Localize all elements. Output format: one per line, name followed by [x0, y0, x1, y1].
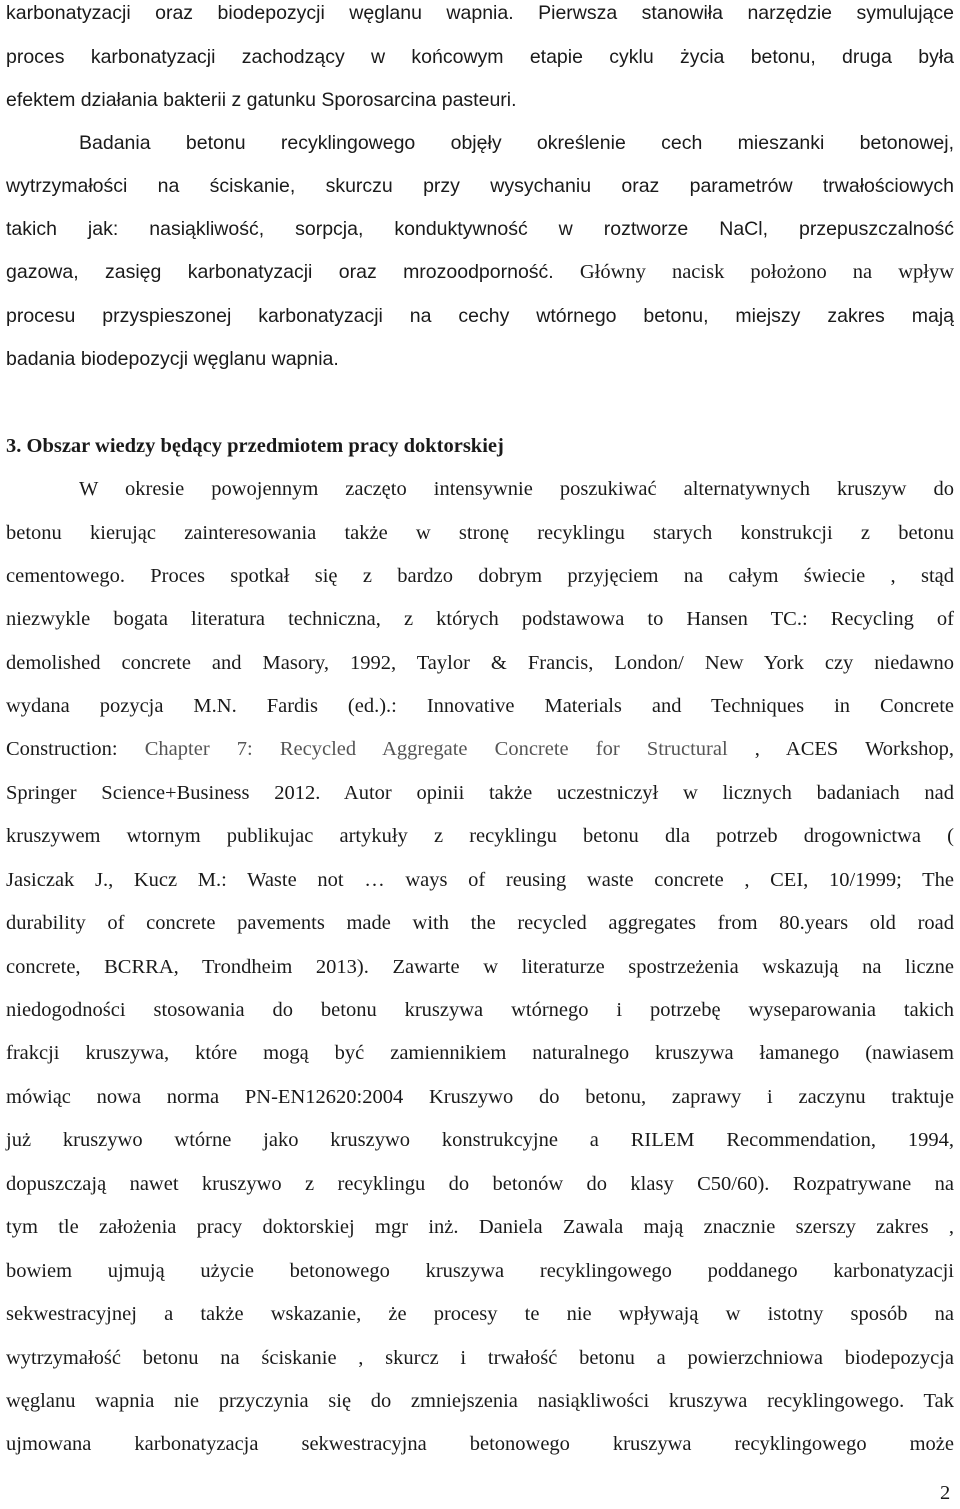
text-run: gazowa, zasięg karbonatyzacji oraz mrozoodporność. — [6, 261, 554, 283]
paragraph-line — [6, 954, 954, 980]
text-run: Zawarte w literaturze spostrzeżenia wskazują na liczne — [368, 956, 954, 978]
paragraph-line — [6, 780, 954, 806]
paragraph-line: demolished concrete and Masory, 1992, Taylor & Francis, London/ New York czy niedawno — [6, 652, 954, 674]
paragraph-line: dopuszczają nawet kruszywo z recyklingu do betonów do klasy C50/60). Rozpatrywane na — [6, 1173, 954, 1195]
paragraph-line: betonu kierując zainteresowania także w stronę recyklingu starych konstrukcji z betonu — [6, 522, 954, 544]
text-run: concrete, BCRRA, Trondheim 2013). — [6, 956, 369, 978]
text-run: Construction: — [6, 738, 118, 760]
paragraph-line: frakcji kruszywa, które mogą być zamiennikiem naturalnego kruszywa łamanego (nawiasem — [6, 1042, 954, 1064]
document-page — [6, 0, 954, 1509]
text-run: Daniela Zawala mają znacznie szerszy zakres , — [458, 1216, 954, 1238]
chapter-title-text: Chapter 7: Recycled Aggregate Concrete for Structural — [117, 738, 728, 760]
text-run: .: Recycling of — [796, 608, 954, 630]
paragraph-line: efektem działania bakterii z gatunku Sporosarcina pasteuri. — [6, 89, 517, 111]
paragraph-line: proces karbonatyzacji zachodzący w końcowym etapie cyklu życia betonu, druga była — [6, 46, 954, 68]
text-run: Springer Science+Business 2012. — [6, 782, 321, 804]
paragraph-line — [6, 259, 954, 285]
paragraph-line — [6, 736, 954, 762]
text-run: Autor opinii także uczestniczył w licznych badaniach nad — [320, 782, 954, 804]
text-run: Główny nacisk położono na wpływ — [553, 261, 955, 283]
text-run: , ACES Workshop, — [727, 738, 954, 760]
paragraph-line: ujmowana karbonatyzacja sekwestracyjna betonowego kruszywa recyklingowego może — [6, 1433, 954, 1455]
text-run: cementowego. — [6, 565, 125, 587]
paragraph-line: bowiem ujmują użycie betonowego kruszywa recyklingowego poddanego karbonatyzacji — [6, 1260, 954, 1282]
paragraph-line: sekwestracyjnej a także wskazanie, że procesy te nie wpływają w istotny sposób na — [6, 1303, 954, 1325]
paragraph-line — [6, 563, 954, 589]
paragraph-line — [6, 1214, 954, 1240]
paragraph-line: już kruszywo wtórne jako kruszywo konstrukcyjne a RILEM Recommendation, 1994, — [6, 1129, 954, 1151]
paragraph-line: Jasiczak J., Kucz M.: Waste not … ways of reusing waste concrete , CEI, 10/1999; The — [6, 869, 954, 891]
paragraph-line: wytrzymałości na ściskanie, skurczu przy wysychaniu oraz parametrów trwałościowych — [6, 175, 954, 197]
paragraph-line: kruszywem wtornym publikujac artykuły z recyklingu betonu dla potrzeb drogownictwa ( — [6, 825, 954, 847]
paragraph-line: durability of concrete pavements made with the recycled aggregates from 80.years old road — [6, 912, 954, 934]
text-run: Proces spotkał się z bardzo dobrym przyjęciem na całym świecie , stąd — [124, 565, 954, 587]
paragraph-line: wydana pozycja M.N. Fardis (ed.).: Innovative Materials and Techniques in Concrete — [6, 695, 954, 717]
paragraph-line: karbonatyzacji oraz biodepozycji węglanu wapnia. Pierwsza stanowiła narzędzie symulujące — [6, 2, 954, 24]
paragraph-line: badania biodepozycji węglanu wapnia. — [6, 348, 339, 370]
section-heading: 3. Obszar wiedzy będący przedmiotem pracy doktorskiej — [6, 435, 504, 457]
paragraph-line: Badania betonu recyklingowego objęły określenie cech mieszanki betonowej, — [79, 132, 954, 154]
paragraph-line: wytrzymałość betonu na ściskanie , skurcz i trwałość betonu a powierzchniowa biodepozycja — [6, 1347, 954, 1369]
paragraph-line: węglanu wapnia nie przyczynia się do zmniejszenia nasiąkliwości kruszywa recyklingowego. Tak — [6, 1390, 954, 1412]
page-number: 2 — [940, 1482, 951, 1504]
paragraph-line: takich jak: nasiąkliwość, sorpcja, konduktywność w roztworze NaCl, przepuszczalność — [6, 218, 954, 240]
paragraph-line: niedogodności stosowania do betonu kruszywa wtórnego i potrzebę wyseparowania takich — [6, 999, 954, 1021]
paragraph-line: mówiąc nowa norma PN-EN12620:2004 Kruszywo do betonu, zaprawy i zaczynu traktuje — [6, 1086, 954, 1108]
paragraph-line — [6, 606, 954, 632]
text-run: tym tle założenia pracy doktorskiej mgr inż. — [6, 1216, 459, 1238]
paragraph-line: procesu przyspieszonej karbonatyzacji na cechy wtórnego betonu, miejszy zakres mają — [6, 305, 954, 327]
paragraph-line: W okresie powojennym zaczęto intensywnie poszukiwać alternatywnych kruszyw do — [79, 478, 954, 500]
text-run: niezwykle bogata literatura techniczna, z których podstawowa to Hansen TC — [6, 608, 797, 630]
